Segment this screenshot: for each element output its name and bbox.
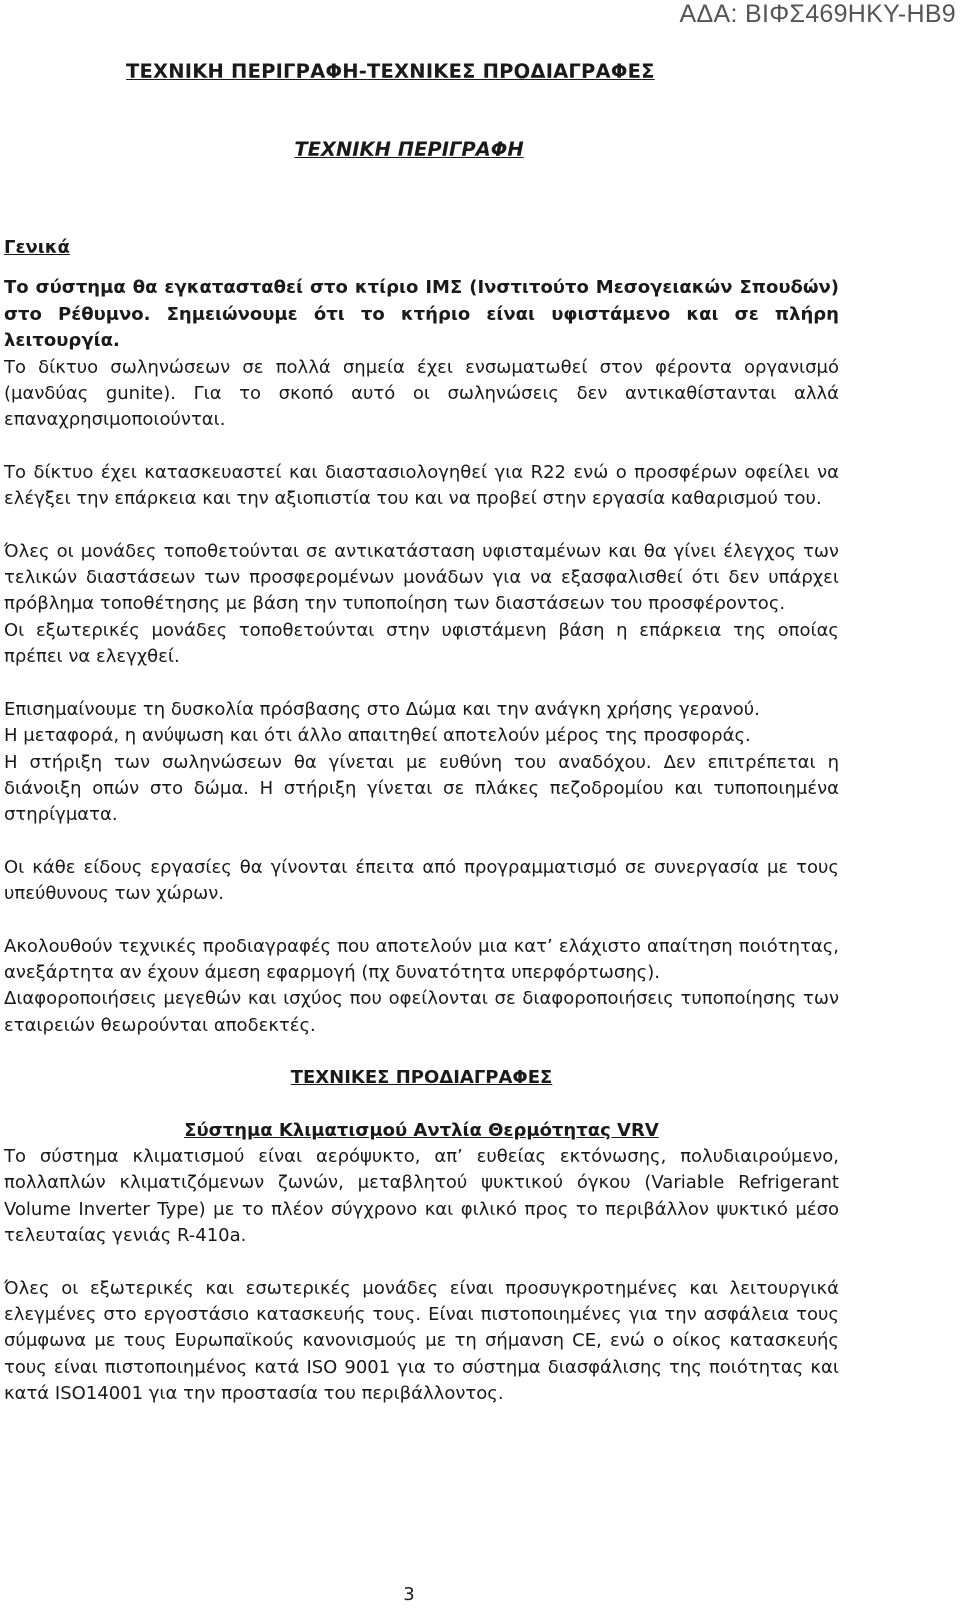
paragraph-roof-access: Επισημαίνουμε τη δυσκολία πρόσβασης στο Δώμα και την ανάγκη χρήσης γερανού.: [4, 698, 760, 720]
paragraph-outdoor-units: Οι εξωτερικές μονάδες τοποθετούνται στην υφιστάμενη βάση η επάρκεια της οποίας πρέπει να ελεγχθεί.: [4, 619, 839, 668]
paragraph-piping: Το δίκτυο σωληνώσεων σε πολλά σημεία έχει ενσωματωθεί στον φέροντα οργανισμό (μανδύας gunite). Για το σκοπό αυτό οι σωληνώσεις δεν αντικαθίστανται αλλά επαναχρησιμοποιούνται.: [4, 356, 839, 431]
paragraph-transport: Η μεταφορά, η ανύψωση και ότι άλλο απαιτηθεί αποτελούν μέρος της προσφοράς.: [4, 725, 751, 747]
document-subtitle: ΤΕΧΝΙΚΗ ΠΕΡΙΓΡΑΦΗ: [294, 138, 524, 161]
paragraph-vrv-system: Το σύστημα κλιματισμού είναι αερόψυκτο, απ’ ευθείας εκτόνωσης, πολυδιαιρούμενο, πολλαπλών κλιματιζόμενων ζωνών, μεταβλητού ψυκτικού όγκου (Variable Refrigerant Volume Inverter Type) με το πλέον σύγχρονο και φιλικό προς το περιβάλλον ψυκτικό μέσο τελευταίας γενιάς R-410a.: [4, 1145, 839, 1247]
paragraph-location: Το σύστημα θα εγκατασταθεί στο κτίριο ΙΜΣ (Ινστιτούτο Μεσογειακών Σπουδών) στο Ρέθυμνο. Σημειώνουμε ότι το κτήριο είναι υφιστάμενο και σε πλήρη λειτουργία.: [4, 277, 839, 352]
paragraph-variations: Διαφοροποιήσεις μεγεθών και ισχύος που οφείλονται σε διαφοροποιήσεις τυποποίησης των εταιρειών θεωρούνται αποδεκτές.: [4, 988, 839, 1036]
paragraph-certification: Όλες οι εξωτερικές και εσωτερικές μονάδες είναι προσυγκροτημένες και λειτουργικά ελεγμένες στο εργοστάσιο κατασκευής τους. Είναι πιστοποιημένες για την ασφάλεια τους σύμφωνα με τους Ευρωπαϊκούς κανονισμούς με τη σήμανση CE, ενώ ο οίκος κατασκευής τους είναι πιστοποιημένος κατά ISO 9001 για το σύστημα διασφάλισης της ποιότητας και κατά ISO14001 για την προστασία του περιβάλλοντος.: [4, 1277, 839, 1405]
spec-heading: ΤΕΧΝΙΚΕΣ ΠΡΟΔΙΑΓΡΑΦΕΣ: [290, 1067, 553, 1089]
paragraph-pipe-support: Η στήριξη των σωληνώσεων θα γίνεται με ευθύνη του αναδόχου. Δεν επιτρέπεται η διάνοιξη οπών στο δώμα. Η στήριξη γίνεται σε πλάκες πεζοδρομίου και τυποποιημένα στηρίγματα.: [4, 751, 839, 826]
page-number: 3: [403, 1584, 415, 1605]
vrv-heading: Σύστημα Κλιματισμού Αντλία Θερμότητας VRV: [184, 1119, 659, 1141]
paragraph-unit-replacement: Όλες οι μονάδες τοποθετούνται σε αντικατάσταση υφισταμένων και θα γίνει έλεγχος των τελικών διαστάσεων των προσφερομένων μονάδων για να εξασφαλισθεί ότι δεν υπάρχει πρόβλημα τοποθέτησης με βάση την τυποποίηση των διαστάσεων του προσφέροντος.: [4, 540, 839, 615]
general-heading: Γενικά: [4, 237, 70, 258]
document-body: [4, 235, 839, 1408]
document-title: ΤΕΧΝΙΚΗ ΠΕΡΙΓΡΑΦΗ-ΤΕΧΝΙΚΕΣ ΠΡΟΔΙΑΓΡΑΦΕΣ: [126, 60, 655, 83]
paragraph-scheduling: Οι κάθε είδους εργασίες θα γίνονται έπειτα από προγραμματισμό σε συνεργασία με τους υπεύθυνους των χώρων.: [4, 856, 839, 905]
ada-code: ΑΔΑ: ΒΙΦΣ469ΗΚΥ-ΗΒ9: [679, 0, 956, 28]
paragraph-network-r22: Το δίκτυο έχει κατασκευαστεί και διαστασιολογηθεί για R22 ενώ ο προσφέρων οφείλει να ελέγξει την επάρκεια και την αξιοπιστία του και να προβεί στην εργασία καθαρισμού του.: [4, 461, 839, 510]
paragraph-min-requirements: Ακολουθούν τεχνικές προδιαγραφές που αποτελούν μια κατ’ ελάχιστο απαίτηση ποιότητας, ανεξάρτητα αν έχουν άμεση εφαρμογή (πχ δυνατότητα υπερφόρτωσης).: [4, 935, 839, 983]
